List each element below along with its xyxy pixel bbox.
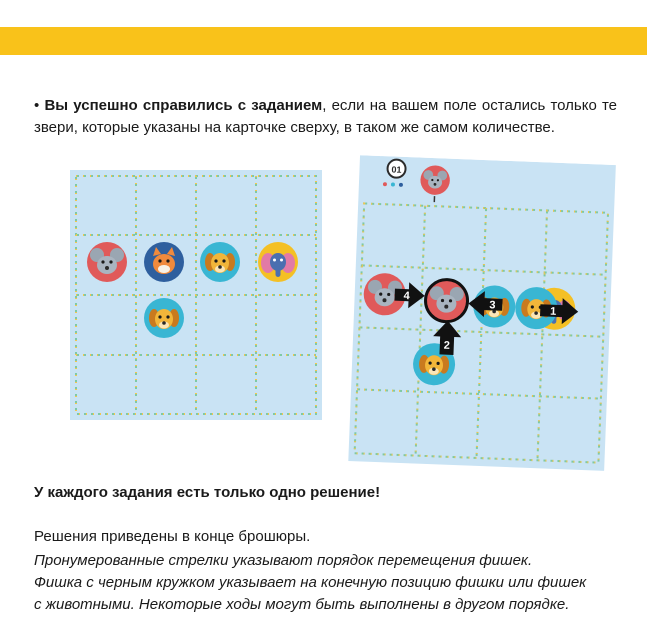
dog-icon [144, 298, 184, 338]
bullet: • [34, 97, 40, 114]
intro-bold: Вы успешно справились с заданием [44, 97, 323, 114]
cat-icon [144, 242, 184, 282]
right-board [346, 160, 616, 470]
intro-rest: , если на вашем поле остались только те звери, которые указаны на карточке сверху, в таком же самом количестве. [34, 97, 618, 136]
top-color-band [0, 27, 647, 55]
card-number: 01 [391, 164, 402, 175]
svg-text:3: 3 [489, 299, 496, 312]
heading: У каждого задания есть только одно решение! [34, 484, 381, 501]
mouse-icon [87, 242, 127, 282]
final-mouse-chip [425, 279, 469, 323]
italic-line: с животными. Некоторые ходы могут быть выполнены в другом порядке. [34, 596, 570, 613]
svg-text:2: 2 [443, 339, 451, 352]
note-text: Решения приведены в конце брошюры. [34, 528, 311, 545]
italic-notes [34, 550, 624, 616]
elephant-icon [258, 242, 298, 282]
svg-text:4: 4 [403, 290, 410, 303]
left-board [70, 170, 322, 420]
dog-icon [200, 242, 240, 282]
italic-line: Пронумерованные стрелки указывают порядок перемещения фишек. [34, 552, 533, 569]
intro-paragraph [34, 95, 617, 139]
svg-text:1: 1 [549, 305, 557, 318]
italic-line: Фишка с черным кружком указывает на конечную позицию фишки или фишек [34, 574, 587, 591]
